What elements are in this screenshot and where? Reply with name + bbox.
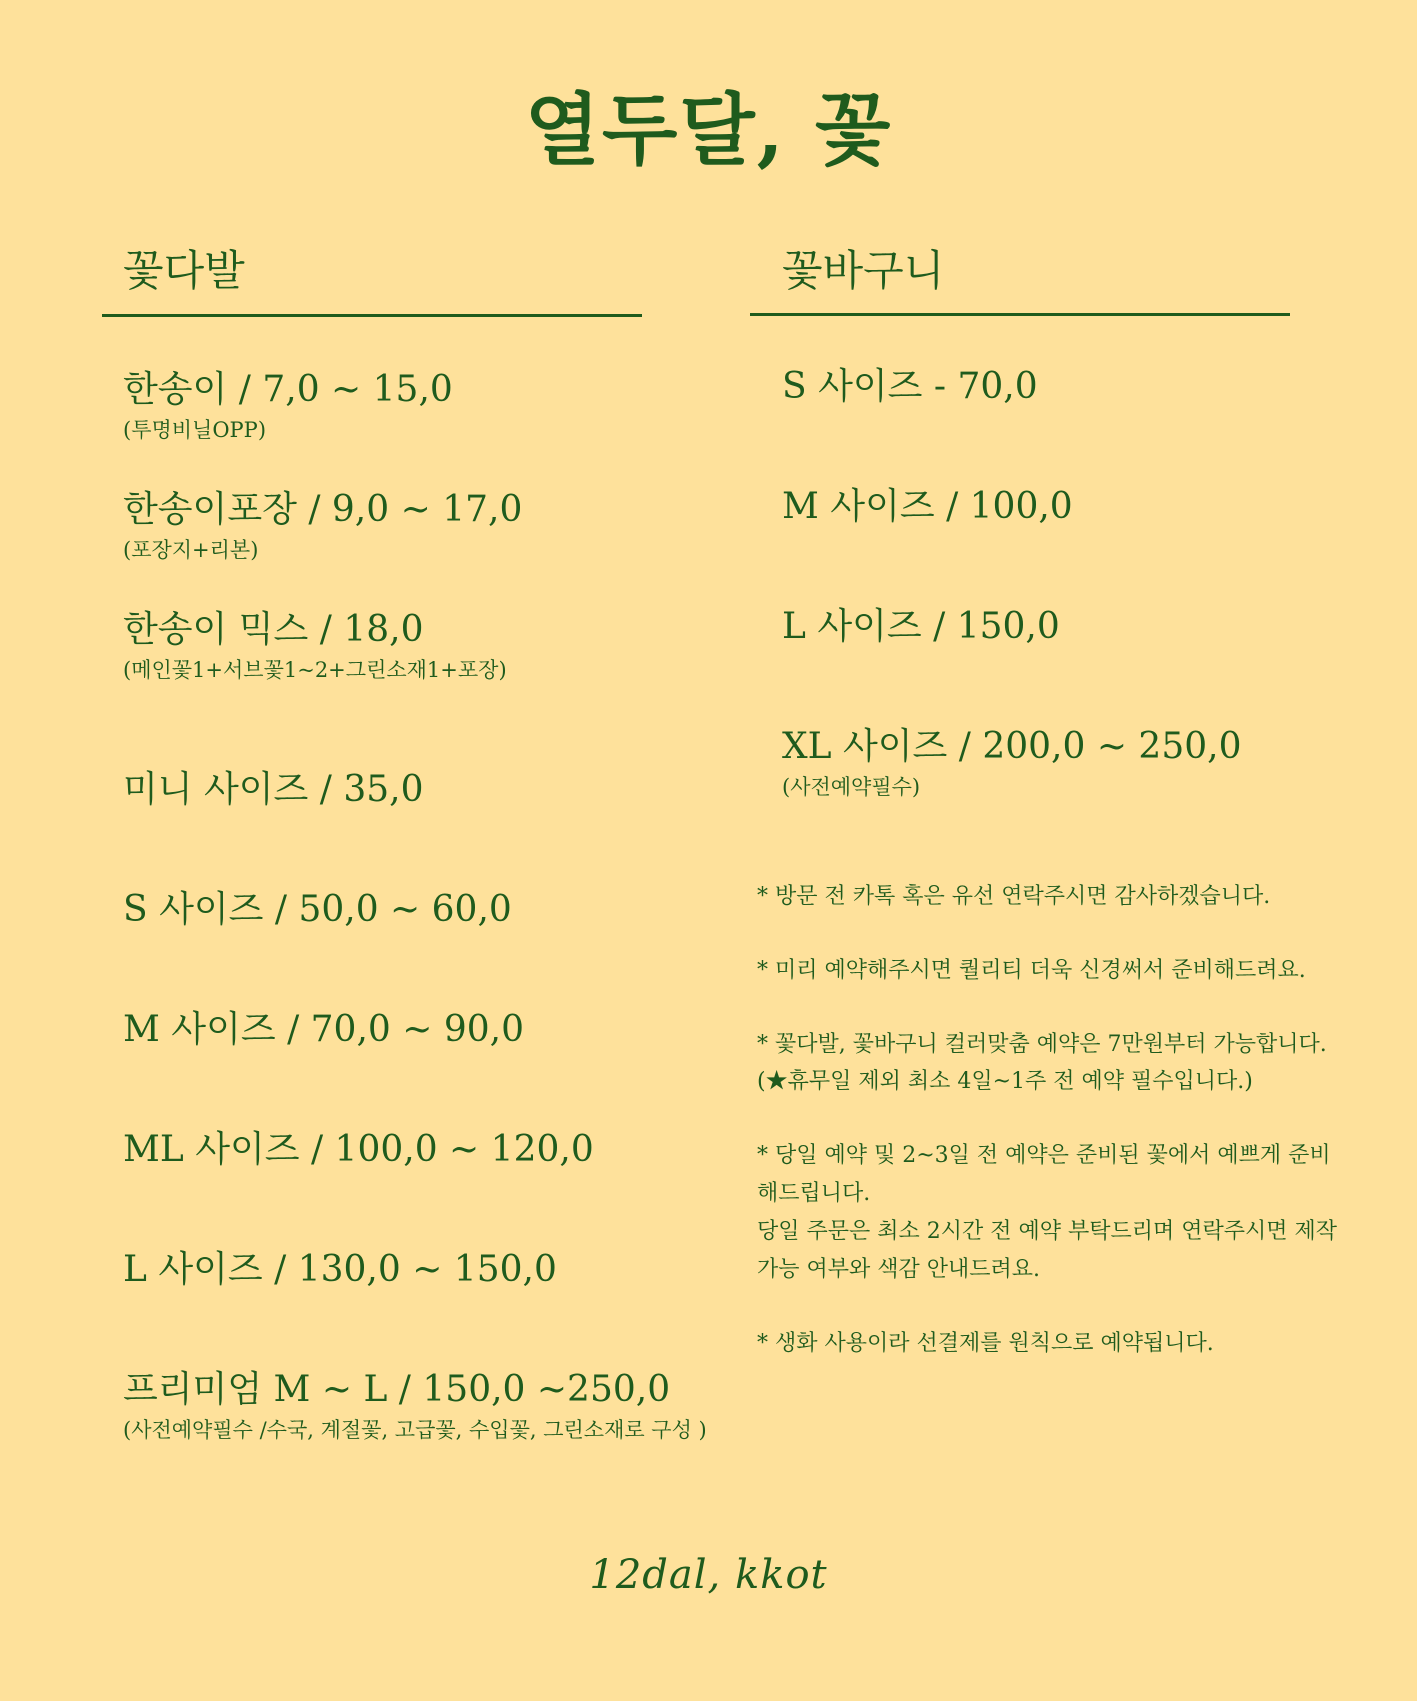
item-name-price: S 사이즈 / 50,0 ~ 60,0 [123, 889, 512, 930]
note-line: * 생화 사용이라 선결제를 원칙으로 예약됩니다. [757, 1330, 1214, 1356]
item-name-price: L 사이즈 / 130,0 ~ 150,0 [123, 1249, 557, 1290]
basket-item-m [782, 487, 1073, 527]
bouquet-item-s [123, 890, 512, 930]
bouquet-item-single-mix [123, 610, 507, 683]
item-name-price: 프리미엄 M ~ L / 150,0 ~250,0 [123, 1369, 671, 1410]
note-line: * 당일 예약 및 2~3일 전 예약은 준비된 꽃에서 예쁘게 준비 [757, 1143, 1331, 1169]
bouquet-item-m [123, 1010, 524, 1050]
note-line: * 방문 전 카톡 혹은 유선 연락주시면 감사하겠습니다. [757, 884, 1271, 909]
basket-header-divider [750, 313, 1290, 316]
bouquet-item-premium [123, 1370, 707, 1443]
basket-item-s [782, 367, 1038, 407]
bouquet-item-l [123, 1250, 557, 1290]
basket-item-l [782, 607, 1060, 647]
bouquet-item-mini [123, 770, 424, 810]
item-name-price: ML 사이즈 / 100,0 ~ 120,0 [123, 1129, 594, 1170]
note-reservation [757, 952, 1397, 990]
item-name-price: S 사이즈 - 70,0 [782, 366, 1038, 407]
note-line: 해드립니다. [757, 1181, 871, 1207]
item-name-price: L 사이즈 / 150,0 [782, 606, 1060, 647]
bouquet-item-single [123, 370, 453, 443]
basket-section-header: 꽃바구니 [782, 246, 945, 295]
item-note: (투명비닐OPP) [123, 417, 267, 442]
item-note: (메인꽃1+서브꽃1~2+그린소재1+포장) [123, 657, 507, 682]
note-color-custom [757, 1026, 1397, 1102]
notes-section [757, 878, 1397, 1398]
bouquet-section-header: 꽃다발 [123, 246, 245, 295]
note-line: * 미리 예약해주시면 퀄리티 더욱 신경써서 준비해드려요. [757, 957, 1306, 983]
item-name-price: M 사이즈 / 100,0 [782, 486, 1073, 527]
bouquet-item-single-wrapped [123, 490, 522, 563]
bouquet-item-ml [123, 1130, 594, 1170]
bouquet-header-divider [102, 314, 642, 317]
note-prepayment [757, 1325, 1397, 1363]
note-same-day [757, 1137, 1397, 1288]
item-name-price: M 사이즈 / 70,0 ~ 90,0 [123, 1009, 525, 1050]
item-name-price: 미니 사이즈 / 35,0 [123, 769, 424, 810]
basket-item-xl [782, 727, 1242, 800]
item-note: (사전예약필수 /수국, 계절꽃, 고급꽃, 수입꽃, 그린소재로 구성 ) [123, 1417, 707, 1442]
item-name-price: 한송이 믹스 / 18,0 [123, 609, 424, 650]
note-line: (★휴무일 제외 최소 4일~1주 전 예약 필수입니다.) [757, 1069, 1253, 1095]
note-line: 당일 주문은 최소 2시간 전 예약 부탁드리며 연락주시면 제작 [757, 1218, 1337, 1244]
signature-logo: 12dal, kkot [589, 1552, 828, 1598]
item-name-price: 한송이 / 7,0 ~ 15,0 [123, 369, 453, 410]
item-note: (포장지+리본) [123, 537, 259, 562]
note-contact [757, 878, 1397, 916]
note-line: * 꽃다발, 꽃바구니 컬러맞춤 예약은 7만원부터 가능합니다. [757, 1031, 1327, 1057]
item-name-price: XL 사이즈 / 200,0 ~ 250,0 [782, 726, 1242, 767]
note-line: 가능 여부와 색감 안내드려요. [757, 1256, 1040, 1282]
item-note: (사전예약필수) [782, 774, 921, 799]
page-title: 열두달, 꽃 [524, 85, 893, 176]
item-name-price: 한송이포장 / 9,0 ~ 17,0 [123, 489, 523, 530]
